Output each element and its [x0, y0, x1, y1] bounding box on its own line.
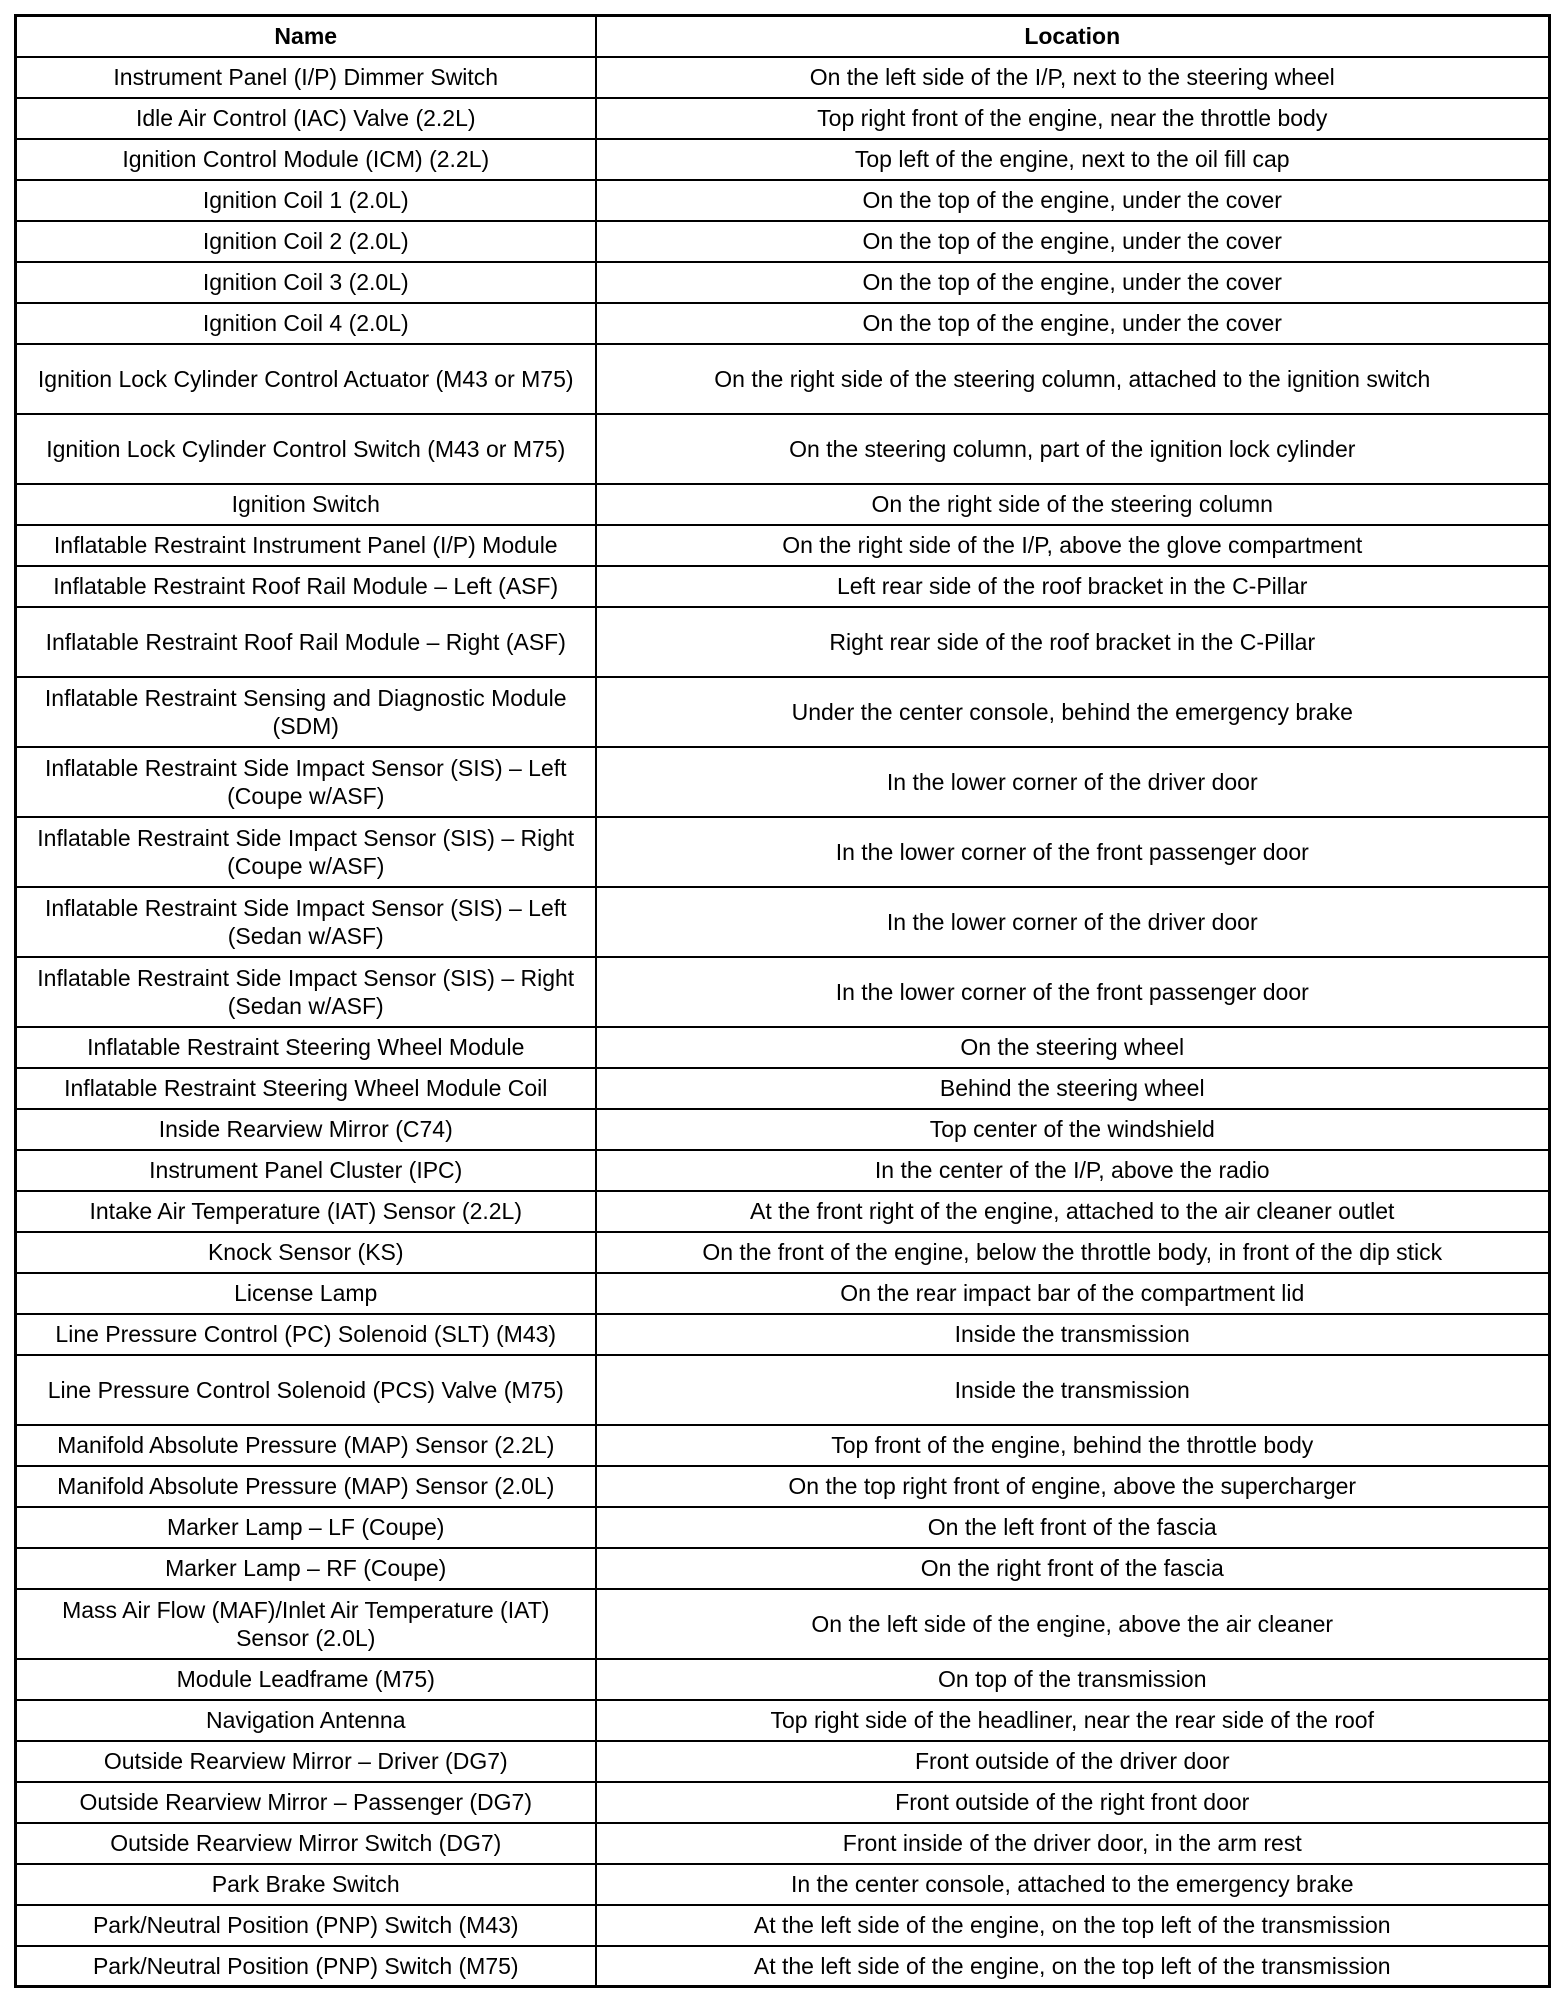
component-location-cell: On the top right front of engine, above the supercharger [596, 1466, 1550, 1507]
component-name-cell: Outside Rearview Mirror – Passenger (DG7) [16, 1782, 596, 1823]
table-row [16, 677, 1550, 747]
table-row [16, 1700, 1550, 1741]
component-location-cell: On the right side of the steering column [596, 484, 1550, 525]
table-row [16, 957, 1550, 1027]
table-row [16, 1946, 1550, 1987]
table-row [16, 303, 1550, 344]
component-name-cell: Navigation Antenna [16, 1700, 596, 1741]
component-location-cell: On the right side of the steering column, attached to the ignition switch [596, 344, 1550, 414]
component-location-cell: In the lower corner of the front passenger door [596, 817, 1550, 887]
table-row [16, 1027, 1550, 1068]
table-row [16, 344, 1550, 414]
table-row [16, 57, 1550, 98]
component-location-cell: On the steering column, part of the ignition lock cylinder [596, 414, 1550, 484]
table-row [16, 1659, 1550, 1700]
component-location-cell: On the top of the engine, under the cover [596, 303, 1550, 344]
component-name-cell: Inflatable Restraint Side Impact Sensor (SIS) – Right (Coupe w/ASF) [16, 817, 596, 887]
component-name-cell: Inflatable Restraint Sensing and Diagnostic Module (SDM) [16, 677, 596, 747]
component-location-cell: Inside the transmission [596, 1355, 1550, 1425]
component-location-cell: On the top of the engine, under the cover [596, 221, 1550, 262]
component-location-cell: On the rear impact bar of the compartment lid [596, 1273, 1550, 1314]
header-row [16, 16, 1550, 57]
table-row [16, 1355, 1550, 1425]
component-location-cell: Front outside of the right front door [596, 1782, 1550, 1823]
name-column-header: Name [16, 16, 596, 57]
table-row [16, 1589, 1550, 1659]
component-location-cell: Top right front of the engine, near the throttle body [596, 98, 1550, 139]
table-row [16, 1864, 1550, 1905]
component-location-cell: Left rear side of the roof bracket in the C-Pillar [596, 566, 1550, 607]
component-name-cell: Manifold Absolute Pressure (MAP) Sensor (2.2L) [16, 1425, 596, 1466]
component-name-cell: Ignition Coil 1 (2.0L) [16, 180, 596, 221]
table-row [16, 1905, 1550, 1946]
component-location-cell: Top front of the engine, behind the throttle body [596, 1425, 1550, 1466]
component-location-cell: On the right side of the I/P, above the glove compartment [596, 525, 1550, 566]
component-name-cell: Marker Lamp – LF (Coupe) [16, 1507, 596, 1548]
component-name-cell: Inflatable Restraint Steering Wheel Module [16, 1027, 596, 1068]
component-name-cell: Line Pressure Control (PC) Solenoid (SLT) (M43) [16, 1314, 596, 1355]
component-location-cell: In the lower corner of the front passenger door [596, 957, 1550, 1027]
component-name-cell: Inflatable Restraint Side Impact Sensor (SIS) – Left (Sedan w/ASF) [16, 887, 596, 957]
table-row [16, 1741, 1550, 1782]
component-name-cell: Inflatable Restraint Instrument Panel (I/P) Module [16, 525, 596, 566]
table-row [16, 1823, 1550, 1864]
location-column-header: Location [596, 16, 1550, 57]
table-row [16, 1232, 1550, 1273]
component-location-cell: In the lower corner of the driver door [596, 747, 1550, 817]
component-name-cell: Park Brake Switch [16, 1864, 596, 1905]
table-row [16, 817, 1550, 887]
component-location-cell: Top right side of the headliner, near the rear side of the roof [596, 1700, 1550, 1741]
component-location-cell: At the left side of the engine, on the top left of the transmission [596, 1905, 1550, 1946]
component-name-cell: Intake Air Temperature (IAT) Sensor (2.2L) [16, 1191, 596, 1232]
table-row [16, 221, 1550, 262]
component-location-cell: In the lower corner of the driver door [596, 887, 1550, 957]
component-name-cell: Manifold Absolute Pressure (MAP) Sensor (2.0L) [16, 1466, 596, 1507]
component-name-cell: Knock Sensor (KS) [16, 1232, 596, 1273]
table-row [16, 566, 1550, 607]
component-location-cell: Under the center console, behind the emergency brake [596, 677, 1550, 747]
component-location-cell: On the right front of the fascia [596, 1548, 1550, 1589]
component-locator-table [14, 14, 1551, 1988]
component-location-cell: On the left side of the I/P, next to the steering wheel [596, 57, 1550, 98]
table-row [16, 887, 1550, 957]
component-name-cell: Ignition Coil 3 (2.0L) [16, 262, 596, 303]
component-location-cell: Front outside of the driver door [596, 1741, 1550, 1782]
component-name-cell: Outside Rearview Mirror – Driver (DG7) [16, 1741, 596, 1782]
component-location-cell: At the front right of the engine, attached to the air cleaner outlet [596, 1191, 1550, 1232]
table-row [16, 1466, 1550, 1507]
component-location-cell: On top of the transmission [596, 1659, 1550, 1700]
table-row [16, 139, 1550, 180]
component-location-cell: On the top of the engine, under the cover [596, 262, 1550, 303]
component-name-cell: Inflatable Restraint Side Impact Sensor (SIS) – Right (Sedan w/ASF) [16, 957, 596, 1027]
component-name-cell: Inflatable Restraint Side Impact Sensor (SIS) – Left (Coupe w/ASF) [16, 747, 596, 817]
component-name-cell: License Lamp [16, 1273, 596, 1314]
table-row [16, 1425, 1550, 1466]
table-row [16, 180, 1550, 221]
component-location-cell: At the left side of the engine, on the top left of the transmission [596, 1946, 1550, 1987]
component-name-cell: Marker Lamp – RF (Coupe) [16, 1548, 596, 1589]
component-name-cell: Idle Air Control (IAC) Valve (2.2L) [16, 98, 596, 139]
component-location-cell: Right rear side of the roof bracket in the C-Pillar [596, 607, 1550, 677]
table-row [16, 1273, 1550, 1314]
component-name-cell: Inflatable Restraint Roof Rail Module – Right (ASF) [16, 607, 596, 677]
component-location-cell: In the center of the I/P, above the radio [596, 1150, 1550, 1191]
component-location-cell: On the top of the engine, under the cover [596, 180, 1550, 221]
table-row [16, 1507, 1550, 1548]
component-location-cell: On the steering wheel [596, 1027, 1550, 1068]
component-location-cell: On the left front of the fascia [596, 1507, 1550, 1548]
table-row [16, 262, 1550, 303]
component-location-cell: Top left of the engine, next to the oil fill cap [596, 139, 1550, 180]
component-name-cell: Ignition Switch [16, 484, 596, 525]
component-name-cell: Line Pressure Control Solenoid (PCS) Valve (M75) [16, 1355, 596, 1425]
component-name-cell: Park/Neutral Position (PNP) Switch (M75) [16, 1946, 596, 1987]
component-name-cell: Instrument Panel (I/P) Dimmer Switch [16, 57, 596, 98]
component-name-cell: Outside Rearview Mirror Switch (DG7) [16, 1823, 596, 1864]
table-row [16, 1314, 1550, 1355]
table-row [16, 607, 1550, 677]
table-row [16, 1548, 1550, 1589]
component-location-cell: Front inside of the driver door, in the arm rest [596, 1823, 1550, 1864]
table-body [16, 57, 1550, 1987]
component-name-cell: Module Leadframe (M75) [16, 1659, 596, 1700]
component-location-cell: In the center console, attached to the emergency brake [596, 1864, 1550, 1905]
component-name-cell: Inflatable Restraint Steering Wheel Module Coil [16, 1068, 596, 1109]
component-name-cell: Ignition Coil 4 (2.0L) [16, 303, 596, 344]
table-row [16, 1068, 1550, 1109]
component-name-cell: Ignition Lock Cylinder Control Actuator (M43 or M75) [16, 344, 596, 414]
component-name-cell: Park/Neutral Position (PNP) Switch (M43) [16, 1905, 596, 1946]
table-row [16, 747, 1550, 817]
component-location-cell: Inside the transmission [596, 1314, 1550, 1355]
component-name-cell: Ignition Lock Cylinder Control Switch (M43 or M75) [16, 414, 596, 484]
component-locator-table-container [14, 14, 1548, 1988]
table-row [16, 525, 1550, 566]
component-name-cell: Instrument Panel Cluster (IPC) [16, 1150, 596, 1191]
component-location-cell: Behind the steering wheel [596, 1068, 1550, 1109]
component-name-cell: Inside Rearview Mirror (C74) [16, 1109, 596, 1150]
component-location-cell: On the left side of the engine, above the air cleaner [596, 1589, 1550, 1659]
component-name-cell: Mass Air Flow (MAF)/Inlet Air Temperature (IAT) Sensor (2.0L) [16, 1589, 596, 1659]
table-row [16, 1782, 1550, 1823]
table-row [16, 1150, 1550, 1191]
table-row [16, 1191, 1550, 1232]
table-row [16, 98, 1550, 139]
component-name-cell: Inflatable Restraint Roof Rail Module – Left (ASF) [16, 566, 596, 607]
component-name-cell: Ignition Coil 2 (2.0L) [16, 221, 596, 262]
table-row [16, 1109, 1550, 1150]
component-name-cell: Ignition Control Module (ICM) (2.2L) [16, 139, 596, 180]
component-location-cell: On the front of the engine, below the throttle body, in front of the dip stick [596, 1232, 1550, 1273]
table-row [16, 414, 1550, 484]
component-location-cell: Top center of the windshield [596, 1109, 1550, 1150]
table-row [16, 484, 1550, 525]
